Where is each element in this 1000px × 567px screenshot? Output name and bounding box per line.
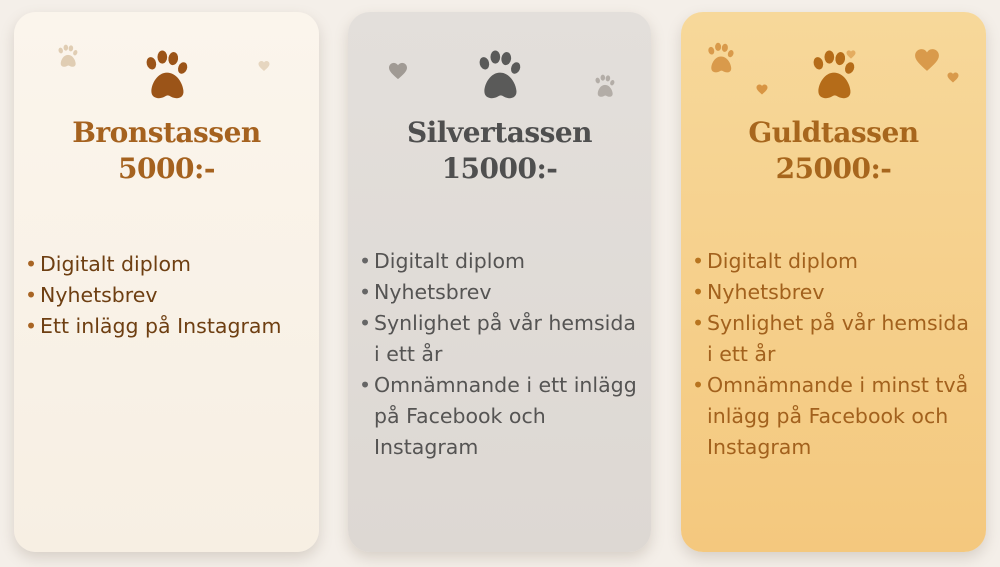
tier-card-bronze xyxy=(14,12,319,552)
benefit-item: • Ett inlägg på Instagram xyxy=(26,311,313,342)
tier-title: Guldtassen xyxy=(748,116,919,149)
paw-icon xyxy=(142,46,192,104)
benefit-item: • Nyhetsbrev xyxy=(26,280,313,311)
small-paw-icon xyxy=(705,42,737,74)
heart-icon xyxy=(258,60,270,72)
tier-price: 5000:- xyxy=(118,152,215,185)
benefits-list xyxy=(26,249,313,342)
tier-price: 25000:- xyxy=(775,152,892,185)
benefit-item: • Omnämnande i ett inlägg på Facebook och Instagram xyxy=(360,370,645,463)
benefit-item: • Omnämnande i minst två inlägg på Facebook och Instagram xyxy=(693,370,980,463)
heart-icon xyxy=(947,72,959,83)
tier-price: 15000:- xyxy=(441,152,558,185)
benefit-item: • Synlighet på vår hemsida i ett år xyxy=(360,308,645,370)
tier-card-silver xyxy=(348,12,651,552)
tier-title: Silvertassen xyxy=(406,116,593,149)
benefit-item: • Digitalt diplom xyxy=(26,249,313,280)
benefit-item: • Nyhetsbrev xyxy=(693,277,980,308)
small-paw-icon xyxy=(56,44,80,68)
benefit-item: • Nyhetsbrev xyxy=(360,277,645,308)
benefits-list xyxy=(693,246,980,463)
tier-title: Bronstassen xyxy=(72,116,261,149)
paw-icon xyxy=(475,46,525,104)
benefit-item: • Synlighet på vår hemsida i ett år xyxy=(693,308,980,370)
heart-icon xyxy=(388,62,408,80)
heart-icon xyxy=(914,48,940,72)
benefit-item: • Digitalt diplom xyxy=(693,246,980,277)
small-paw-icon xyxy=(593,74,617,98)
benefits-list xyxy=(360,246,645,463)
heart-icon xyxy=(756,84,768,95)
benefit-item: • Digitalt diplom xyxy=(360,246,645,277)
paw-icon xyxy=(809,46,859,104)
tier-card-gold xyxy=(681,12,986,552)
